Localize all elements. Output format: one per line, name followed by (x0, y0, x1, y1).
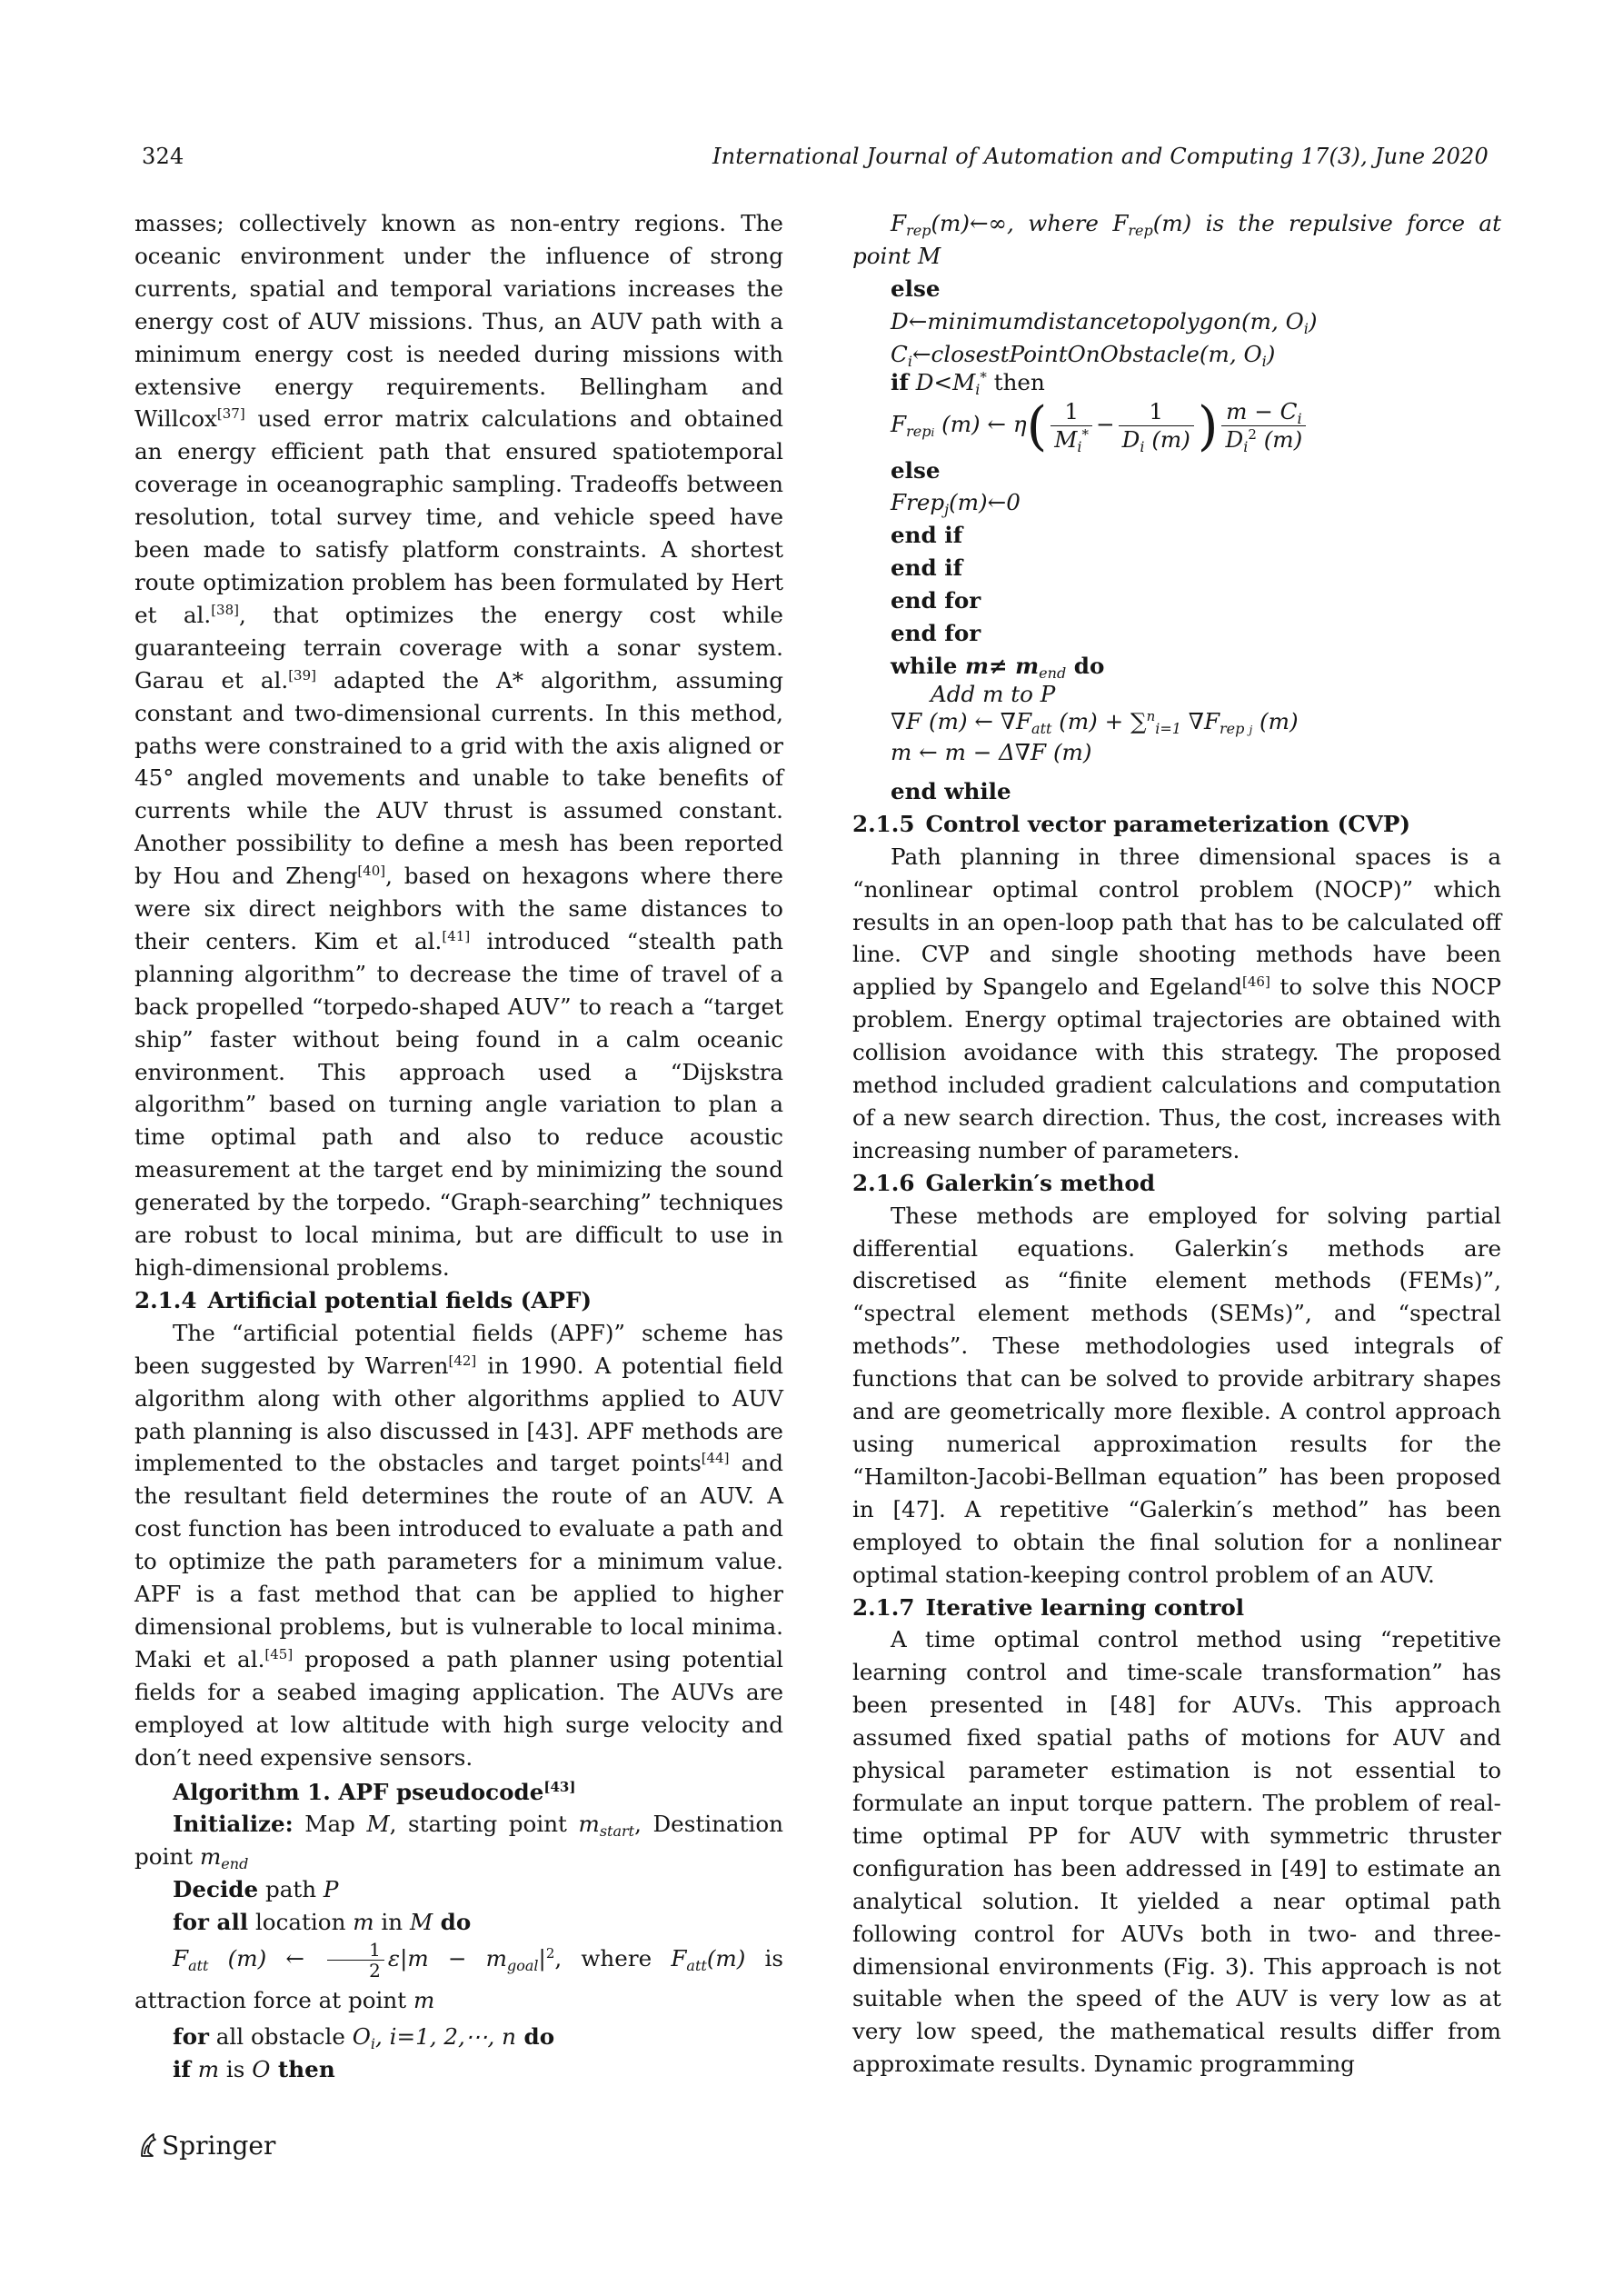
algorithm-gradient: ∇F (m) ← $\nabla F_{att}$ (m) + ∑$^n_{i=1}$ $\nabla F_{rep j}$ (m) (891, 707, 1299, 737)
citation: [38] (211, 601, 239, 618)
algorithm-frep-infinity: $F_{rep}(m)\leftarrow\infty$, where $F_{rep}(m)$ is the repulsive force at point M (852, 210, 1501, 269)
citation: [41] (442, 927, 471, 944)
algorithm-if-distance: if $D<M_i^*$ then (891, 368, 1045, 398)
algorithm-end-if: end if (891, 522, 963, 549)
algorithm-if: if m is O then (173, 2055, 335, 2082)
publisher-logo (138, 2131, 275, 2161)
algorithm-title: Algorithm 1. APF pseudocode[43] (173, 1778, 576, 1805)
paragraph-apf: The “artificial potential fields (APF)” scheme has been suggested by Warren[42] in 1990. A potential field algorithm along with other algorithms applied to AUV path planning is also discussed in [43]. APF methods are implemented to the obstacles and target points[44] and the resultant field determines the route of an AUV. A cost function has been introduced to evaluate a path and to optimize the path parameters for a minimum value. APF is a fast method that can be applied to higher dimensional problems, but is vulnerable to local minima. Maki et al.[45] proposed a path planner using potential fields for a seabed imaging application. The AUVs are employed at low altitude with high surge velocity and don′t need expensive sensors. (134, 1319, 784, 1771)
citation: [39] (288, 666, 316, 684)
algorithm-else: else (891, 275, 941, 302)
algorithm-closest-point: $C_i\leftarrow closestPointOnObstacle(m$, $O_i$) (891, 340, 1276, 370)
citation: [37] (216, 405, 245, 423)
citation: [40] (357, 863, 386, 880)
algorithm-decide: Decide path P (173, 1876, 339, 1903)
algorithm-frep-zero: Frep$_j$(m)←0 (891, 489, 1021, 519)
algorithm-fatt-formula: $F_{att}$ (m) ← $\frac{1}{2}$ $\varepsilon|m - m_{goal}|^2$, where $F_{att}(m)$ is attraction force at point m (134, 1939, 783, 2014)
algorithm-end-while: end while (891, 777, 1011, 804)
algorithm-end-for-2: end for (891, 620, 981, 647)
section-heading-2-1-4: 2.1.4 Artificial potential fields (APF) (134, 1286, 592, 1313)
paragraph-galerkin: These methods are employed for solving partial differential equations. Galerkin′s methods are discretised as “finite element methods (FEMs)”, “spectral element methods (SEMs)”, and “spectral methods”. These methodologies used integrals of functions that can be solved to provide arbitrary shapes and are geometrically more flexible. A control approach using numerical approximation results for the “Hamilton-Jacobi-Bellman equation” has been proposed in [47]. A repetitive “Galerkin′s method” has been employed to obtain the final solution for a nonlinear optimal station-keeping control problem of an AUV. (852, 1202, 1501, 1588)
algorithm-for-all: for all location m in M do (173, 1909, 472, 1936)
algorithm-for-obstacle: for all obstacle $O_i$, i=1, 2,⋯, n do (173, 2023, 555, 2053)
page-number: 324 (142, 144, 184, 169)
section-heading-2-1-7: 2.1.7 Iterative learning control (852, 1593, 1245, 1621)
algorithm-end-for: end for (891, 587, 981, 614)
paragraph-intro: masses; collectively known as non-entry regions. The oceanic environment under the influence of strong currents, spatial and temporal variations increases the energy cost of AUV missions. Thus, an AUV path with a minimum energy cost is needed during missions with extensive energy requirements. Bellingham and Willcox[37] used error matrix calculations and obtained an energy efficient path that ensured spatiotemporal coverage in oceanographic sampling. Tradeoffs between resolution, total survey time, and vehicle speed have been made to satisfy platform constraints. A shortest route optimization problem has been formulated by Hert et al.[38], that optimizes the energy cost while guaranteeing terrain coverage with a sonar system. Garau et al.[39] adapted the A* algorithm, assuming constant and two-dimensional currents. In this method, paths were constrained to a grid with the axis aligned or 45° angled movements and unable to take benefits of currents while the AUV thrust is assumed constant. Another possibility to define a mesh has been reported by Hou and Zheng[40], based on hexagons where there were six direct neighbors with the same distances to their centers. Kim et al.[41] introduced “stealth path planning algorithm” to decrease the time of travel of a back propelled “torpedo-shaped AUV” to reach a “target ship” faster without being found in a calm oceanic environment. This approach used a “Dijskstra algorithm” based on turning angle variation to plan a time optimal path and also to reduce acoustic measurement at the target end by minimizing the sound generated by the torpedo. “Graph-searching” techniques are robust to local minima, but are difficult to use in high-dimensional problems. (134, 210, 783, 1281)
right-column (852, 207, 1501, 2081)
algorithm-distance: D←minimumdistancetopolygon(m, $O_i$) (891, 307, 1318, 337)
citation: [45] (264, 1645, 294, 1662)
journal-header: International Journal of Automation and Computing 17(3), June 2020 (712, 144, 1489, 169)
algorithm-while: while $m\ne m_{end}$ do (891, 652, 1105, 682)
algorithm-initialize: Initialize: Map M, starting point $m_{start}$, Destination point $m_{end}$ (134, 1811, 783, 1873)
algorithm-frep-formula: $F_{repi}$ (m) ← η( $\frac{1}{M_i^*}$ − $\frac{1}{D_i (m)}$ ) $\frac{m - C_i}{D_i^2 (m)}$ (852, 394, 1501, 454)
algorithm-else-2: else (891, 456, 941, 484)
citation: [44] (701, 1450, 730, 1467)
left-column (134, 207, 783, 2086)
publisher-name: Springer (162, 2131, 276, 2161)
algorithm-end-if-2: end if (891, 554, 963, 582)
paragraph-cvp: Path planning in three dimensional spaces is a “nonlinear optimal control problem (NOCP)” which results in an open-loop path that has to be calculated off line. CVP and single shooting methods have been applied by Spangelo and Egeland[46] to solve this NOCP problem. Energy optimal trajectories are obtained with collision avoidance with this strategy. The proposed method included gradient calculations and computation of a new search direction. Thus, the cost, increases with increasing number of parameters. (852, 843, 1501, 1163)
citation: [42] (448, 1352, 477, 1369)
section-heading-2-1-5: 2.1.5 Control vector parameterization (CVP) (852, 810, 1411, 837)
algorithm-update: m ← m − Δ∇F (m) (891, 738, 1092, 765)
paragraph-iterative-learning: A time optimal control method using “repetitive learning control and time-scale transformation” has been presented in [48] for AUVs. This approach assumed fixed spatial paths of motions for AUV and physical parameter estimation is not essential to formulate an input torque pattern. The problem of real-time optimal PP for AUV with symmetric thruster configuration has been addressed in [49] to estimate an analytical solution. It yielded a near optimal path following control for AUVs both in two- and three-dimensional environments (Fig. 3). This approach is not suitable when the speed of the AUV is very low as at very low speed, the mathematical results differ from approximate results. Dynamic programming (852, 1626, 1501, 2078)
algorithm-add: Add m to P (931, 680, 1056, 707)
citation: [46] (1242, 973, 1270, 991)
section-heading-2-1-6: 2.1.6 Galerkin′s method (852, 1169, 1156, 1196)
springer-horse-icon (138, 2132, 158, 2158)
